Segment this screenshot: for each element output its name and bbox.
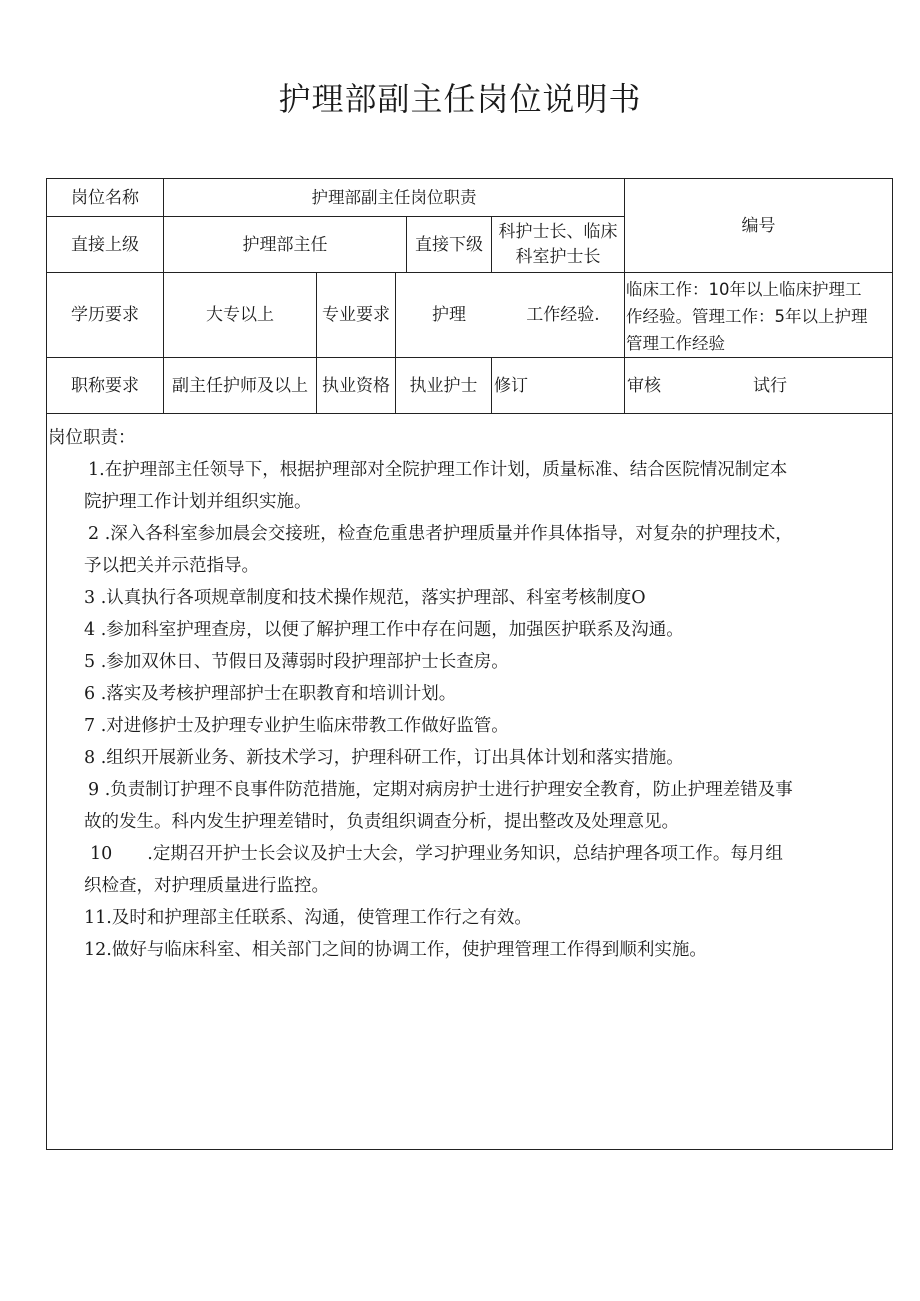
duty-line: 予以把关并示范指导。: [84, 556, 259, 576]
superior-value: 护理部主任: [242, 234, 328, 255]
license-label: 执业资格: [322, 375, 390, 396]
duty-line: 1.在护理部主任领导下，根据护理部对全院护理工作计划，质量标准、结合医院情况制定本: [88, 460, 788, 480]
table-border-bottom: [46, 1149, 893, 1150]
duties-heading: 岗位职责：: [48, 428, 136, 448]
subordinate-label: 直接下级: [415, 234, 483, 255]
table-rule: [46, 413, 893, 414]
superior-label: 直接上级: [71, 234, 139, 255]
subordinate-value: [492, 217, 624, 272]
revision-label: 修订: [494, 375, 528, 396]
table-border-right: [892, 178, 893, 1150]
duty-line: 12.做好与临床科室、相关部门之间的协调工作，使护理管理工作得到顺利实施。: [84, 940, 707, 960]
duty-line: 10 .定期召开护士长会议及护士大会，学习护理业务知识，总结护理各项工作。每月组: [90, 844, 783, 864]
duty-line: 5 .参加双休日、节假日及薄弱时段护理部护士长查房。: [84, 652, 509, 672]
duty-line: 9 .负责制订护理不良事件防范措施，定期对病房护士进行护理安全教育，防止护理差错及事: [88, 780, 793, 800]
education-value: 大专以上: [206, 305, 274, 325]
document-title: 护理部副主任岗位说明书: [278, 80, 642, 118]
major-value: 护理: [432, 305, 466, 325]
code-label: 编号: [741, 215, 776, 236]
experience-line: 临床工作：10年以上临床护理工: [626, 279, 862, 299]
duty-line: 故的发生。科内发生护理差错时，负责组织调查分析，提出整改及处理意见。: [84, 812, 679, 832]
experience-label: 工作经验.: [526, 305, 600, 325]
duty-line: 6 .落实及考核护理部护士在职教育和培训计划。: [84, 684, 457, 704]
duty-line: 院护理工作计划并组织实施。: [84, 492, 312, 512]
experience-line: 管理工作经验: [626, 333, 725, 353]
post-name-value: 护理部副主任岗位职责: [311, 187, 477, 207]
table-rule: [491, 357, 492, 413]
title-label: 职称要求: [71, 375, 139, 396]
subordinate-value-line: 科护士长、临床: [498, 221, 618, 242]
duty-line: 织检查，对护理质量进行监控。: [84, 876, 329, 896]
experience-line: 作经验。管理工作：5年以上护理: [626, 306, 868, 326]
duty-line: 11.及时和护理部主任联系、沟通，使管理工作行之有效。: [84, 908, 532, 928]
duty-line: 2 .深入各科室参加晨会交接班，检查危重患者护理质量并作具体指导，对复杂的护理技术，: [88, 524, 793, 544]
experience-value: [626, 275, 892, 357]
duties-section: [48, 422, 890, 966]
duty-line: 8 .组织开展新业务、新技术学习，护理科研工作，订出具体计划和落实措施。: [84, 748, 684, 768]
license-value: 执业护士: [409, 375, 478, 396]
major-label: 专业要求: [322, 305, 390, 325]
duty-line: 7 .对进修护士及护理专业护生临床带教工作做好监管。: [84, 716, 509, 736]
review-label: 审核: [627, 375, 661, 396]
duty-line: 4 .参加科室护理查房，以便了解护理工作中存在问题，加强医护联系及沟通。: [84, 620, 684, 640]
duty-line: 3 .认真执行各项规章制度和技术操作规范，落实护理部、科室考核制度O: [84, 588, 646, 608]
education-label: 学历要求: [71, 305, 139, 325]
trial-label: 试行: [753, 375, 787, 396]
subordinate-value-line: 科室护士长: [515, 246, 601, 267]
post-name-label: 岗位名称: [71, 187, 139, 208]
title-value: 副主任护师及以上: [172, 375, 308, 396]
